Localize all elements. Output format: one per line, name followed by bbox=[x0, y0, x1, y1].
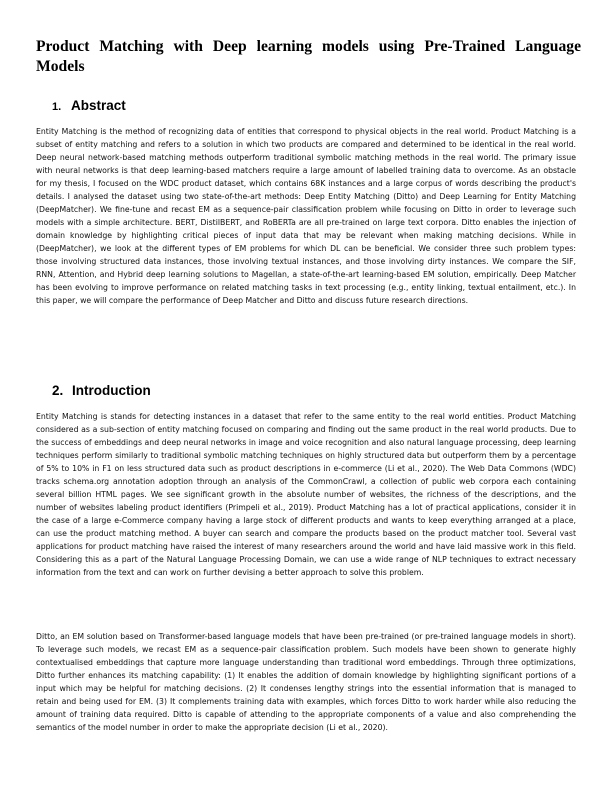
section-title: Abstract bbox=[71, 98, 126, 113]
introduction-paragraph-2: Ditto, an EM solution based on Transformer-based language models that have been pre-trained (or pre-trained language models in short). To leverage such models, we recast EM as a sequence-pair classification problem. Such models have been shown to generate highly contextualised embeddings that capture more language understanding than traditional word embeddings. Through three optimizations, Ditto further enhances its matching capability: (1) It enables the addition of domain knowledge by highlighting significant portions of a input which may be helpful for matching decisions. (2) It condenses lengthy strings into the essential information that is managed to retain and being used for EM. (3) It complements training data with examples, which forces Ditto to work harder while also reducing the amount of training data required. Ditto is capable of attending to the appropriate components of a value and also comprehending the semantics of the model number in order to make the appropriate decision (Li et al., 2020). bbox=[36, 632, 576, 732]
paper-title: Product Matching with Deep learning models using Pre-Trained Language Models bbox=[36, 38, 581, 75]
abstract-paragraph: Entity Matching is the method of recognizing data of entities that correspond to physical objects in the real world. Product Matching is a subset of entity matching and refers to a solution in which two products are compared and determined to be identical in the real world. Deep neural network-based matching methods outperform traditional symbolic matching methods in the real world. The primary issue with neural networks is that deep learning-based matchers require a large amount of labelled training data to overcome. As an obstacle for my thesis, I focused on the WDC product dataset, which contains 68K instances and a large corpus of words describing the product's details. I analysed the dataset using two state-of-the-art methods: Deep Entity Matching (Ditto) and Deep Learning for Entity Matching (DeepMatcher). We fine-tune and recast EM as a sequence-pair classification problem while focusing on Ditto in order to leverage such models with a simple architecture. BERT, DistilBERT, and RoBERTa are all pre-trained on large text corpora. Ditto enables the injection of domain knowledge by highlighting critical pieces of input data that may be relevant when making matching decisions. While in (DeepMatcher), we look at the different types of EM problems for which DL can be beneficial. We consider three such problem types: those involving structured data instances, those involving textual instances, and those involving dirty instances. We compare the SIF, RNN, Attention, and Hybrid deep learning solutions to Magellan, a state-of-the-art learning-based EM solution, empirically. Deep Matcher has been evolving to improve performance on related matching tasks in text processing (e.g., entity linking, textual entailment, etc.). In this paper, we will compare the performance of Deep Matcher and Ditto and discuss future research directions. bbox=[36, 127, 576, 305]
section-heading-abstract bbox=[52, 98, 126, 115]
introduction-paragraph-1: Entity Matching is stands for detecting instances in a dataset that refer to the same entity to the real world entities. Product Matching considered as a sub-section of entity matching focused on comparing and finding out the same product in the real world products. Due to the success of embeddings and deep neural networks in image and voice recognition and also natural language processing, deep learning techniques perform similarly to traditional symbolic matching techniques on highly structured data but outperform them by a percentage of 5% to 10% in F1 on less structured data such as product descriptions in e-commerce (Li et al., 2020). The Web Data Commons (WDC) tracks schema.org annotation adoption through an analysis of the CommonCrawl, a collection of public web corpora each containing several billion HTML pages. We see significant growth in the absolute number of websites, the richness of the descriptions, and the number of websites labeling product identifiers (Primpeli et al., 2019). Product Matching has a lot of practical applications, consider it in the case of a large e-Commerce company having a large stock of different products and wants to keep everything arranged at a place, can use the product matching method. A buyer can search and compare the products based on the product matcher tool. Several vast applications for product matching have raised the interest of many researchers around the world and have laid massive work in this field. Considering this as a part of the Natural Language Processing Domain, we can use a wide range of NLP techniques to extract necessary information from the text and can work on further devising a better approach to solve this problem. bbox=[36, 412, 576, 577]
section-heading-introduction bbox=[52, 383, 151, 399]
section-number: 2. bbox=[52, 383, 64, 398]
section-title: Introduction bbox=[72, 383, 151, 398]
section-number: 1. bbox=[52, 101, 62, 113]
